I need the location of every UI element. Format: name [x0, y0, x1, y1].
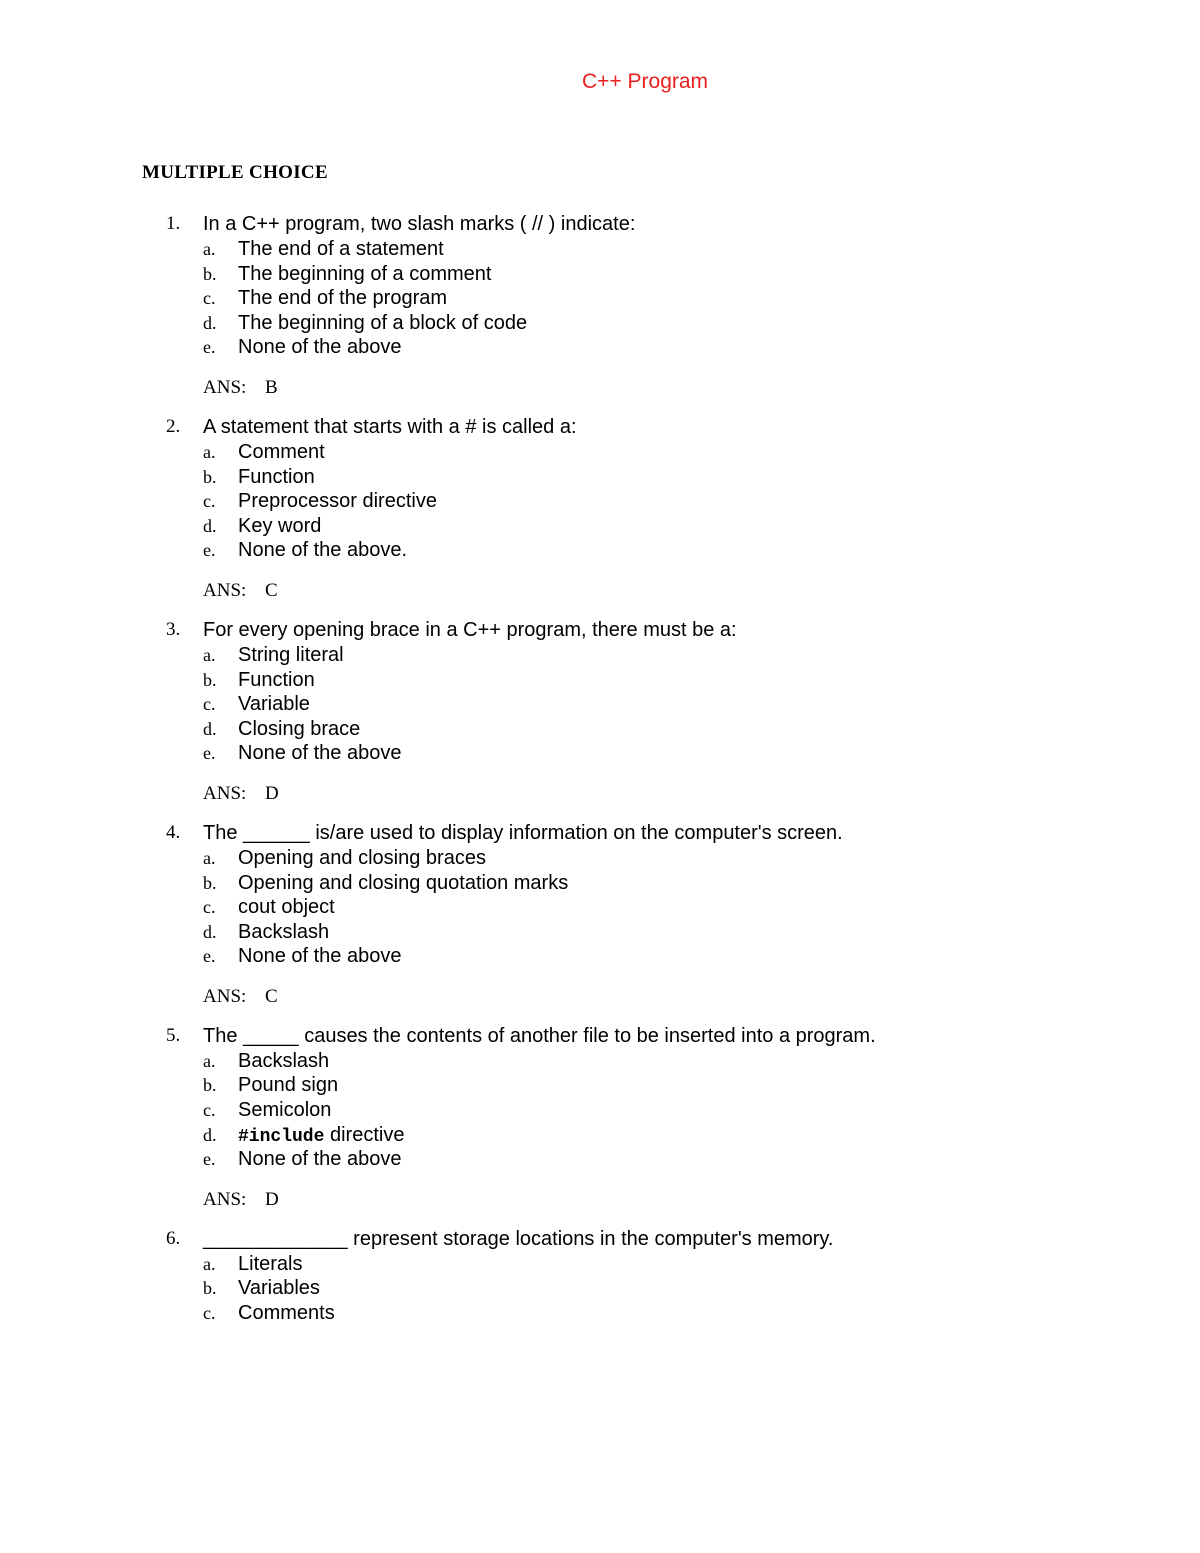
option-text: Opening and closing braces — [238, 846, 486, 869]
option-text: directive — [324, 1123, 405, 1146]
option-text: Key word — [238, 514, 322, 537]
option-letter: c. — [203, 1303, 216, 1324]
option-text: Comments — [238, 1302, 335, 1325]
answer-label: ANS: — [203, 1188, 247, 1210]
question-line — [0, 1226, 1200, 1252]
question-line — [0, 617, 1200, 643]
question-5 — [0, 1023, 1200, 1213]
option-c — [0, 895, 1200, 920]
question-line — [0, 211, 1200, 237]
option-letter: c. — [203, 491, 216, 512]
option-letter: b. — [203, 669, 217, 690]
option-text: Variables — [238, 1277, 320, 1300]
option-text-with-code — [238, 1123, 404, 1149]
option-letter: b. — [203, 872, 217, 893]
option-letter: a. — [203, 847, 216, 868]
option-e — [0, 335, 1200, 360]
option-a — [0, 1049, 1200, 1074]
option-c — [0, 489, 1200, 514]
option-c — [0, 692, 1200, 717]
option-e — [0, 538, 1200, 563]
option-b — [0, 1276, 1200, 1301]
option-b — [0, 262, 1200, 287]
page-header-title: C++ Program — [582, 70, 709, 93]
option-d — [0, 311, 1200, 336]
option-letter: b. — [203, 466, 217, 487]
answer-label: ANS: — [203, 985, 247, 1007]
section-title: MULTIPLE CHOICE — [142, 162, 328, 183]
option-list — [0, 237, 1200, 360]
option-letter: c. — [203, 694, 216, 715]
option-text: Literals — [238, 1252, 303, 1275]
option-list — [0, 440, 1200, 563]
question-6 — [0, 1226, 1200, 1326]
option-b — [0, 1073, 1200, 1098]
option-text: The end of the program — [238, 287, 448, 310]
question-text: The _____ causes the contents of another file to be inserted into a program. — [203, 1024, 876, 1047]
option-letter: d. — [203, 515, 217, 536]
option-e — [0, 741, 1200, 766]
option-text: Pound sign — [238, 1074, 339, 1097]
option-text: None of the above — [238, 336, 402, 359]
question-number: 3. — [166, 618, 181, 640]
option-letter: a. — [203, 1253, 216, 1274]
answer-line — [0, 578, 1200, 604]
question-text: In a C++ program, two slash marks ( // ) indicate: — [203, 213, 636, 235]
option-letter: e. — [203, 540, 216, 561]
option-list — [0, 1252, 1200, 1326]
code-keyword: #include — [238, 1126, 325, 1147]
option-letter: e. — [203, 337, 216, 358]
answer-line — [0, 984, 1200, 1010]
option-text: Preprocessor directive — [238, 490, 437, 513]
option-text: Variable — [238, 693, 310, 716]
question-number: 1. — [166, 213, 181, 234]
option-letter: e. — [203, 743, 216, 764]
option-text: The end of a statement — [238, 238, 444, 260]
question-1 — [0, 211, 1200, 401]
answer-line — [0, 1187, 1200, 1213]
answer-line — [0, 781, 1200, 807]
option-text: Semicolon — [238, 1099, 332, 1122]
answer-value: D — [265, 1188, 279, 1210]
option-text: Opening and closing quotation marks — [238, 871, 569, 894]
answer-value: B — [265, 376, 278, 398]
option-text: Comment — [238, 440, 325, 463]
option-text: Closing brace — [238, 717, 361, 740]
question-text: The ______ is/are used to display information on the computer's screen. — [203, 821, 843, 844]
option-letter: b. — [203, 1075, 217, 1096]
question-text: A statement that starts with a # is called a: — [203, 415, 577, 438]
question-list — [0, 211, 1200, 1339]
option-letter: c. — [203, 897, 216, 918]
question-2 — [0, 414, 1200, 604]
answer-label: ANS: — [203, 376, 247, 398]
question-number: 4. — [166, 821, 181, 843]
option-text: None of the above — [238, 742, 402, 765]
option-e — [0, 1147, 1200, 1172]
option-letter: d. — [203, 1124, 217, 1145]
option-letter: a. — [203, 441, 216, 462]
option-d — [0, 717, 1200, 742]
question-line — [0, 1023, 1200, 1049]
option-a — [0, 440, 1200, 465]
option-letter: e. — [203, 1149, 216, 1170]
question-text: _____________ represent storage locations in the computer's memory. — [203, 1227, 834, 1250]
option-letter: a. — [203, 1050, 216, 1071]
option-d — [0, 514, 1200, 539]
answer-value: D — [265, 782, 279, 804]
option-a — [0, 1252, 1200, 1277]
question-line — [0, 414, 1200, 440]
option-letter: c. — [203, 1100, 216, 1121]
option-letter: b. — [203, 263, 217, 284]
option-list — [0, 1049, 1200, 1172]
option-b — [0, 465, 1200, 490]
question-number: 6. — [166, 1227, 181, 1249]
option-e — [0, 944, 1200, 969]
answer-value: C — [265, 579, 278, 601]
answer-label: ANS: — [203, 782, 247, 804]
option-text: Function — [238, 465, 315, 488]
option-b — [0, 871, 1200, 896]
answer-line — [0, 375, 1200, 401]
option-d — [0, 1123, 1200, 1148]
option-text: The beginning of a comment — [238, 262, 492, 285]
question-4 — [0, 820, 1200, 1010]
option-letter: a. — [203, 644, 216, 665]
option-list — [0, 643, 1200, 766]
option-text: None of the above — [238, 1148, 402, 1171]
question-number: 5. — [166, 1024, 181, 1046]
option-list — [0, 846, 1200, 969]
question-3 — [0, 617, 1200, 807]
option-b — [0, 668, 1200, 693]
option-c — [0, 1098, 1200, 1123]
question-number: 2. — [166, 415, 181, 437]
option-text: Backslash — [238, 920, 330, 943]
option-c — [0, 1301, 1200, 1326]
option-letter: d. — [203, 718, 217, 739]
option-text: The beginning of a block of code — [238, 311, 528, 334]
option-text: None of the above. — [238, 539, 408, 562]
option-a — [0, 643, 1200, 668]
option-letter: e. — [203, 946, 216, 967]
option-letter: b. — [203, 1278, 217, 1299]
option-text: cout object — [238, 896, 335, 919]
answer-label: ANS: — [203, 579, 247, 601]
option-letter: a. — [203, 239, 216, 259]
option-d — [0, 920, 1200, 945]
option-a — [0, 846, 1200, 871]
option-letter: d. — [203, 312, 217, 333]
option-letter: d. — [203, 921, 217, 942]
answer-value: C — [265, 985, 278, 1007]
option-c — [0, 286, 1200, 311]
option-text: Backslash — [238, 1049, 330, 1072]
option-a — [0, 237, 1200, 262]
question-text: For every opening brace in a C++ program, there must be a: — [203, 618, 737, 641]
option-text: Function — [238, 668, 315, 691]
option-text: String literal — [238, 643, 344, 666]
option-letter: c. — [203, 288, 216, 309]
question-line — [0, 820, 1200, 846]
option-text: None of the above — [238, 945, 402, 968]
